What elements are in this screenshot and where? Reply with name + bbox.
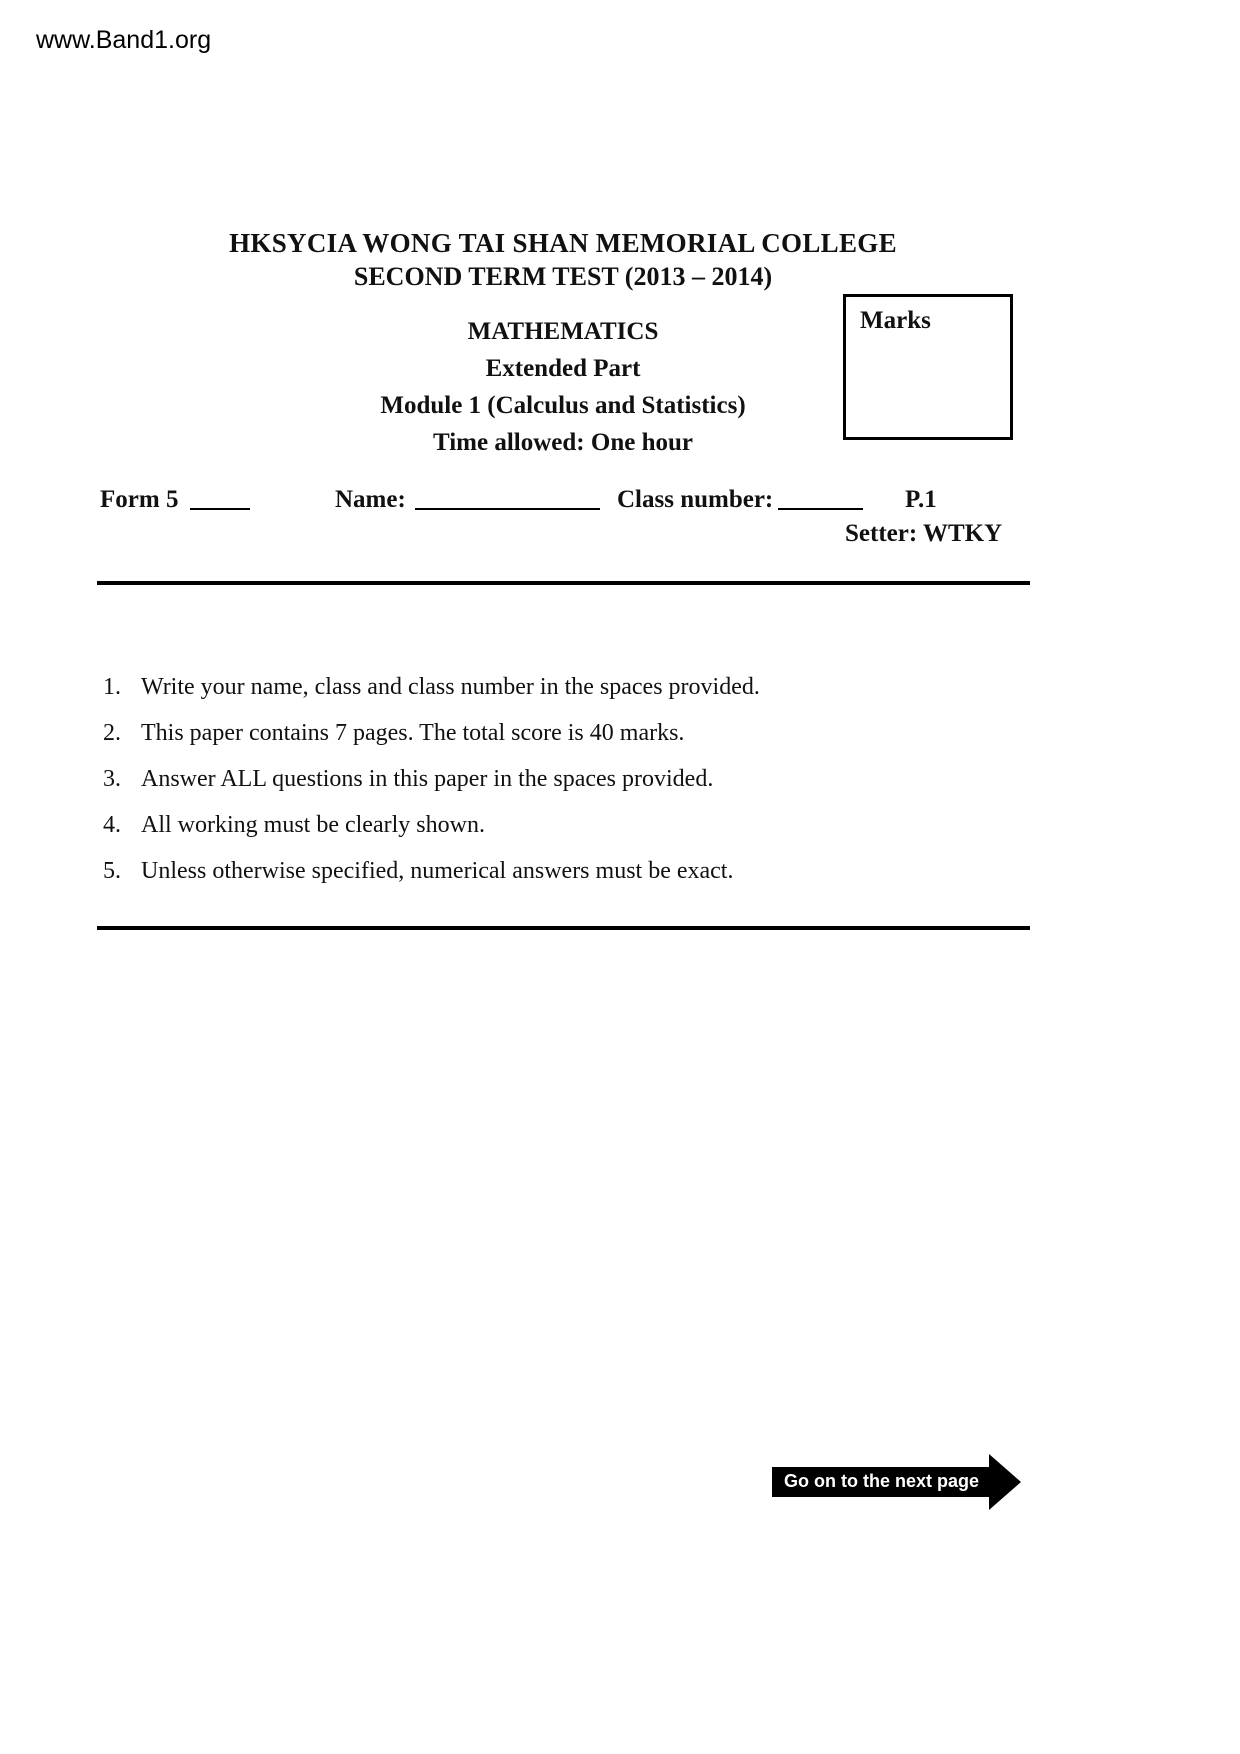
instruction-item: Write your name, class and class number in the spaces provided. <box>141 674 760 700</box>
marks-box <box>843 294 1013 440</box>
divider-top <box>97 581 1030 585</box>
site-watermark: www.Band1.org <box>36 26 212 54</box>
next-page-banner <box>772 1454 1021 1510</box>
module-title: Module 1 (Calculus and Statistics) <box>380 392 746 419</box>
time-allowed: Time allowed: One hour <box>433 429 693 456</box>
right-arrow-icon <box>989 1454 1021 1510</box>
next-page-label: Go on to the next page <box>772 1467 989 1497</box>
name-label: Name: <box>335 486 406 513</box>
school-name: HKSYCIA WONG TAI SHAN MEMORIAL COLLEGE <box>229 228 897 258</box>
name-blank-line <box>415 508 600 510</box>
instruction-item: Answer ALL questions in this paper in the spaces provided. <box>141 766 714 792</box>
instruction-item: All working must be clearly shown. <box>141 812 485 838</box>
form-label: Form 5 <box>100 486 179 513</box>
subject-title: MATHEMATICS <box>467 318 659 345</box>
instructions-list <box>103 674 1003 904</box>
divider-bottom <box>97 926 1030 930</box>
class-number-blank-line <box>778 508 863 510</box>
form-blank-line <box>190 508 250 510</box>
paper-part: Extended Part <box>485 355 641 382</box>
instruction-item: This paper contains 7 pages. The total score is 40 marks. <box>141 720 685 746</box>
term-test-title: SECOND TERM TEST (2013 – 2014) <box>353 262 773 291</box>
exam-header <box>0 228 1126 292</box>
class-number-label: Class number: <box>617 486 774 513</box>
instruction-item: Unless otherwise specified, numerical answers must be exact. <box>141 858 734 884</box>
setter-label: Setter: WTKY <box>845 520 1003 547</box>
page-number: P.1 <box>905 486 937 513</box>
marks-label: Marks <box>860 307 931 334</box>
